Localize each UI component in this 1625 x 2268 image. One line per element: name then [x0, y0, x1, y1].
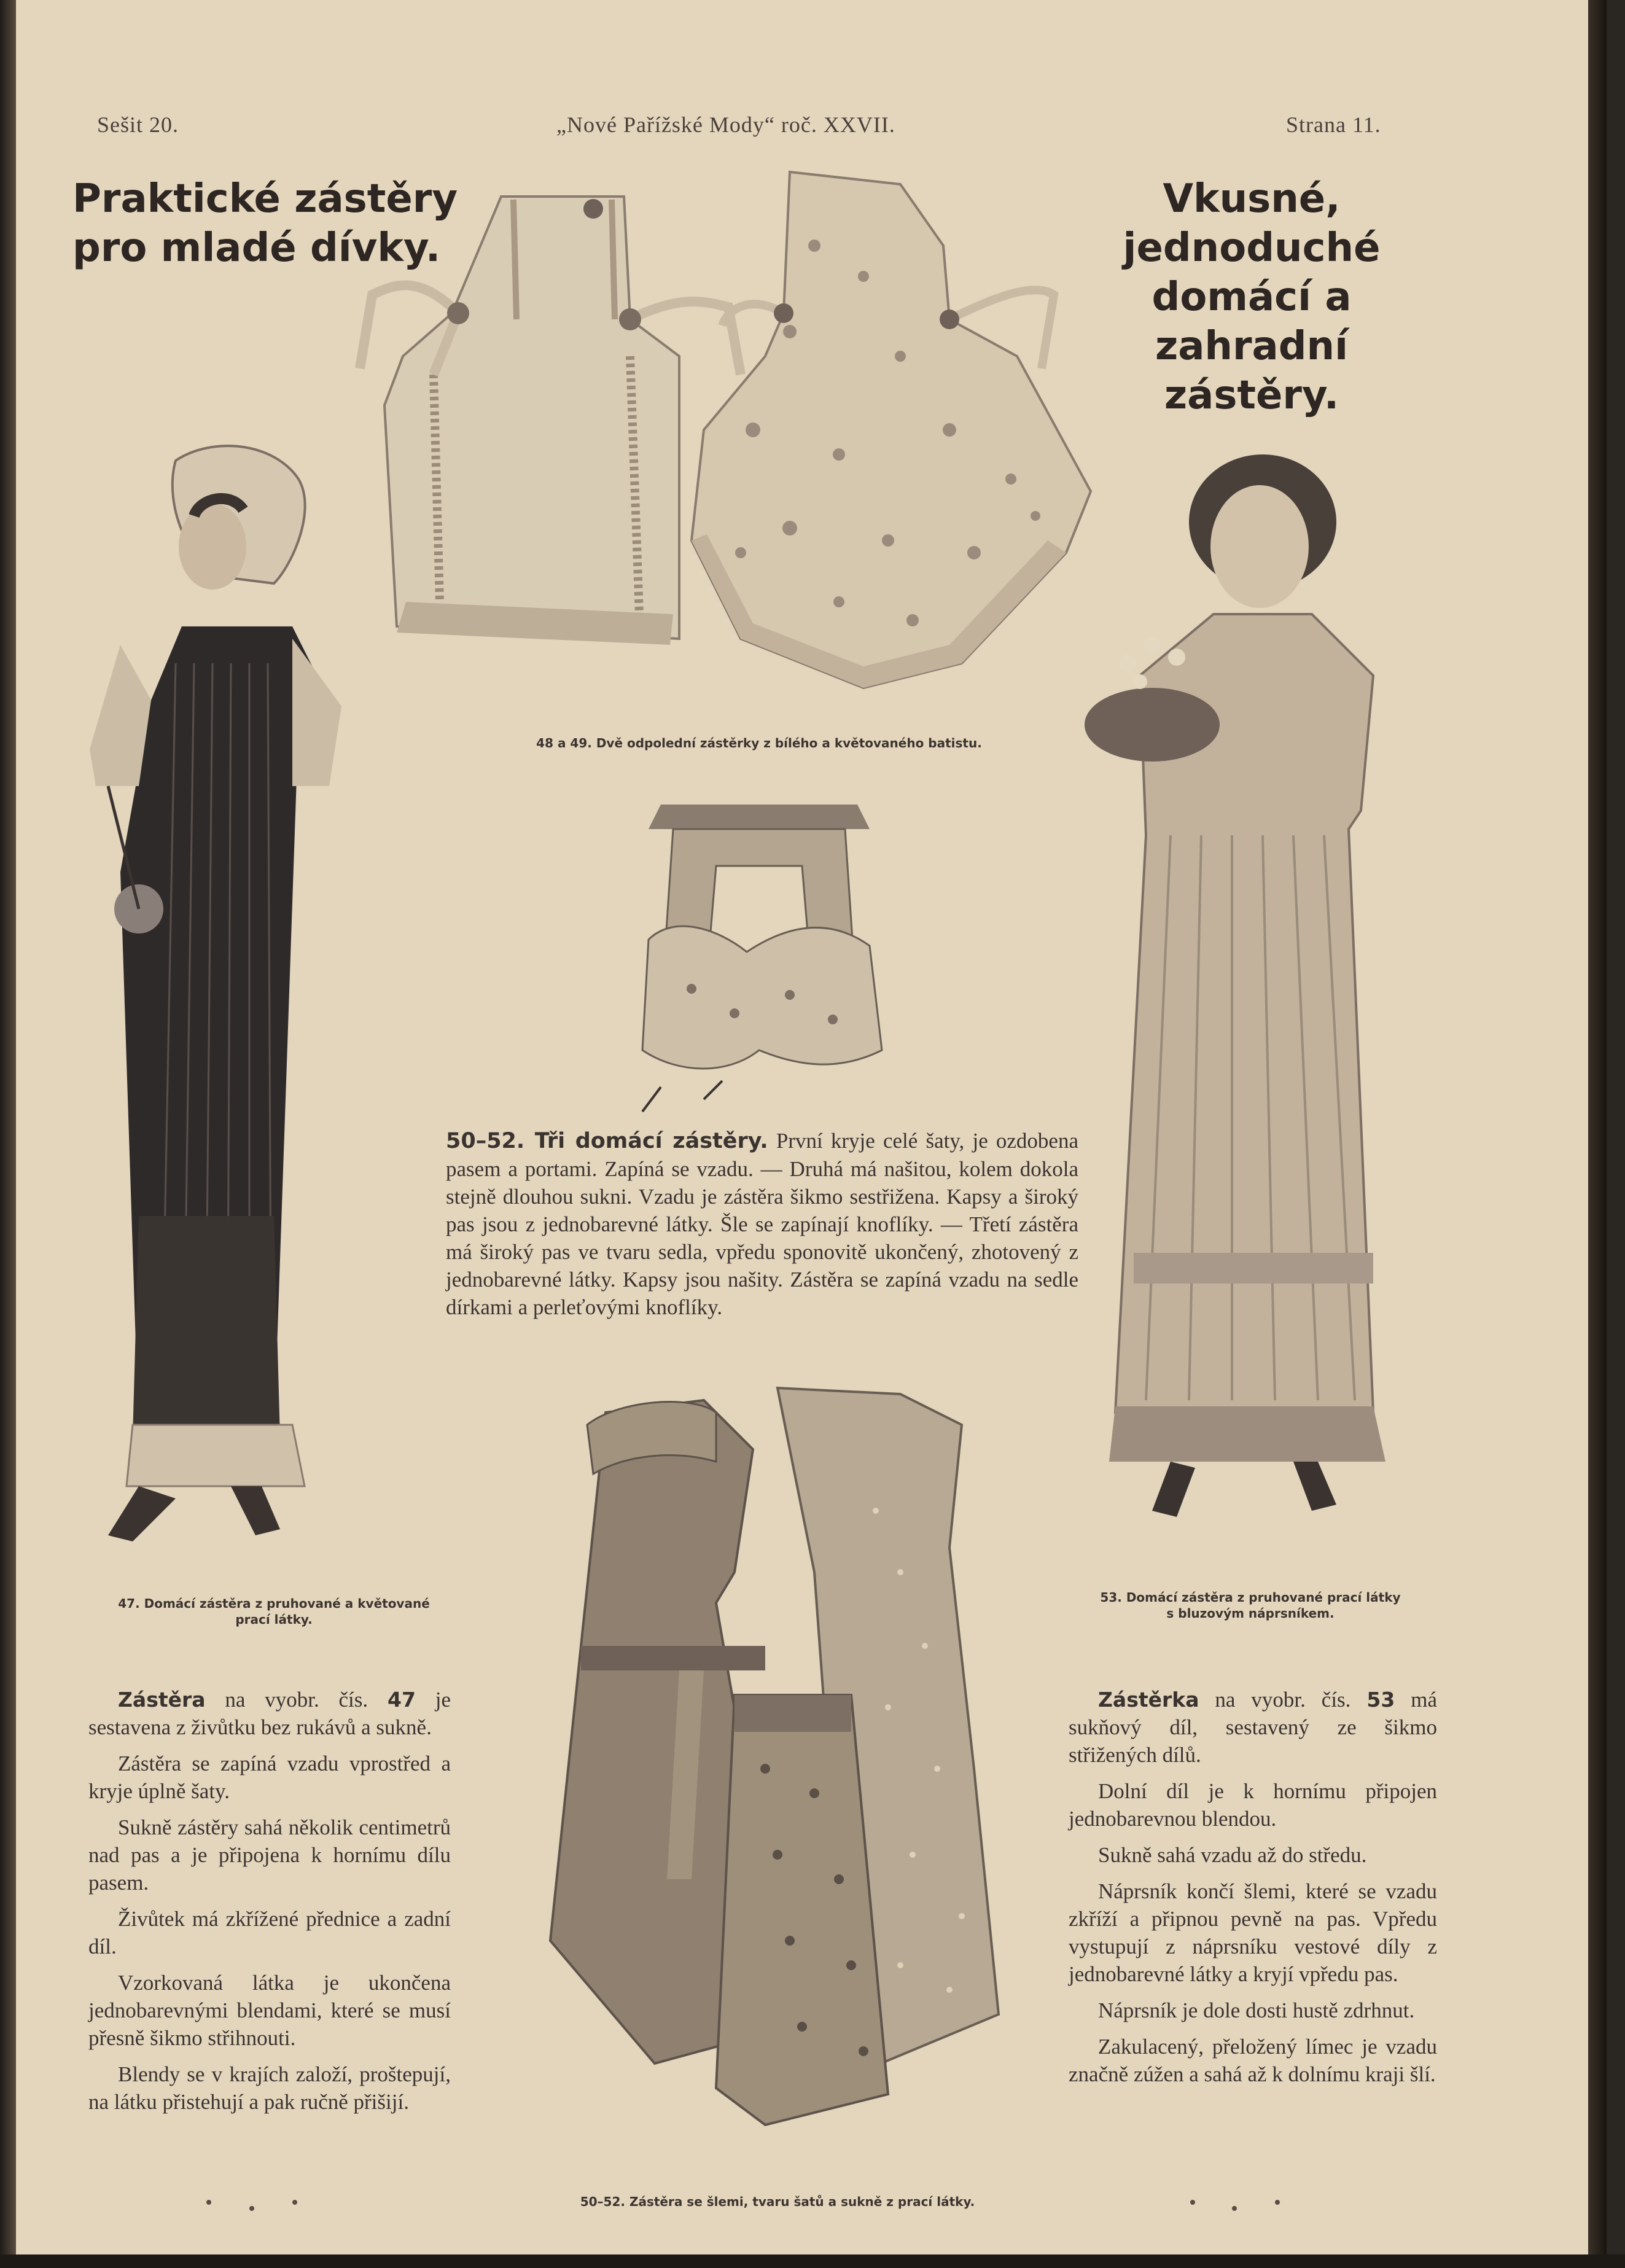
illustration-figure-53	[1029, 430, 1410, 1548]
right-title-line-1: Vkusné, jednoduché	[1123, 176, 1381, 271]
page-bottom-edge	[0, 2254, 1625, 2268]
illustration-figure-47	[71, 442, 464, 1548]
caption-fig-53-line-2: s bluzovým náprsníkem.	[1166, 1606, 1335, 1621]
left-title-line-2: pro mladé dívky.	[72, 225, 441, 271]
right-lead-paragraph	[1069, 1686, 1437, 1769]
description-label: 50–52. Tři domácí zástěry.	[446, 1129, 768, 1153]
right-lead-number: 53	[1366, 1688, 1395, 1712]
magazine-title: „Nové Pařížské Mody“ roč. XXVII.	[556, 112, 895, 137]
page-edge-shadow	[1588, 0, 1607, 2268]
right-lead-text-2: má sukňový díl, sestavený ze šikmo střižených dílů.	[1069, 1688, 1438, 1767]
caption-fig-53-line-1: 53. Domácí zástěra z pruhované prací látky	[1100, 1590, 1401, 1605]
issue-number: Sešit 20.	[97, 112, 179, 137]
page-number: Strana 11.	[1286, 112, 1381, 137]
caption-fig-48-49: 48 a 49. Dvě odpolední zástěrky z bílého a květovaného batistu.	[536, 736, 982, 750]
left-text-column	[88, 1686, 451, 2124]
right-paragraph: Zakulacený, přeložený límec je vzadu značně zúžen a sahá až k dolnímu kraji šlí.	[1069, 2035, 1437, 2086]
left-lead-term: Zástěra	[118, 1688, 206, 1712]
right-paragraph: Náprsník končí šlemi, které se vzadu zkříží a připnou pevně na pas. Vpředu vystupují z náprsníku vestové díly z jednobarevné látky a kryjí vpředu pas.	[1069, 1879, 1437, 1986]
right-paragraph: Sukně sahá vzadu až do středu.	[1098, 1843, 1367, 1867]
left-paragraph: Zástěra se zapíná vzadu vprostřed a kryje úplně šaty.	[88, 1752, 451, 1803]
left-paragraph: Blendy se v krajích založí, proštepují, na látku přistehují a pak ručně přišijí.	[88, 2062, 451, 2114]
caption-fig-47	[77, 1596, 470, 1627]
caption-fig-47-line-1: 47. Domácí zástěra z pruhované a květované	[118, 1596, 430, 1611]
description-50-52	[446, 1127, 1078, 1321]
right-title-line-2: domácí a zahradní	[1152, 275, 1352, 369]
right-lead-text-1: na vyobr. čís.	[1199, 1688, 1367, 1712]
book-spine	[0, 0, 16, 2268]
illustration-aprons-50-52	[532, 1388, 1023, 2186]
illustration-apron-on-stand	[624, 792, 894, 1112]
ornament-dot	[206, 2200, 211, 2205]
left-paragraph: Sukně zástěry sahá několik centimetrů nad pas a je připojena k hornímu dílu pasem.	[88, 1815, 451, 1895]
caption-fig-47-line-2: prací látky.	[235, 1612, 313, 1627]
right-paragraph: Dolní díl je k hornímu připojen jednobarevnou blendou.	[1069, 1779, 1437, 1831]
left-paragraph: Živůtek má zkřížené přednice a zadní díl.	[88, 1907, 451, 1958]
ornament-dot	[1190, 2200, 1195, 2205]
left-title-line-1: Praktické zástěry	[72, 176, 458, 222]
right-text-column	[1069, 1686, 1437, 2097]
caption-fig-50-52: 50–52. Zástěra se šlemi, tvaru šatů a sukně z prací látky.	[580, 2194, 975, 2209]
ornament-dot	[1232, 2206, 1237, 2211]
left-lead-number: 47	[387, 1688, 416, 1712]
right-paragraph: Náprsník je dole dosti hustě zdrhnut.	[1098, 1998, 1415, 2022]
ornament-dot	[1275, 2200, 1280, 2205]
right-title	[1086, 174, 1417, 420]
left-lead-text-1: na vyobr. čís.	[205, 1688, 388, 1712]
right-title-line-3: zástěry.	[1164, 373, 1339, 418]
left-lead-paragraph	[88, 1686, 451, 1741]
ornament-dot	[292, 2200, 297, 2205]
magazine-page	[16, 0, 1607, 2268]
left-lead-text-2: je sestavena z živůtku bez rukávů a sukně.	[88, 1688, 451, 1739]
illustration-aprons-48-49	[360, 172, 1109, 688]
description-text: První kryje celé šaty, je ozdobena pasem a portami. Zapíná se vzadu. — Druhá má našitou, kolem dokola stejně dlouhou sukni. Vzadu je zástěra šikmo sestřižena. Kapsy a široký pas jsou z jednobarevné látky. Šle se zapínají knoflíky. — Třetí zástěra má široký pas ve tvaru sedla, vpředu sponovitě ukončený, zhotovený z jednobarevné látky. Kapsy jsou našity. Zástěra se zapíná vzadu na sedle dírkami a perleťovými knoflíky.	[446, 1129, 1078, 1319]
left-paragraph: Vzorkovaná látka je ukončena jednobarevnými blendami, které se musí přesně šikmo střihnouti.	[88, 1971, 451, 2050]
ornament-dot	[249, 2206, 254, 2211]
caption-fig-53	[1048, 1589, 1453, 1621]
right-lead-term: Zástěrka	[1098, 1688, 1199, 1712]
